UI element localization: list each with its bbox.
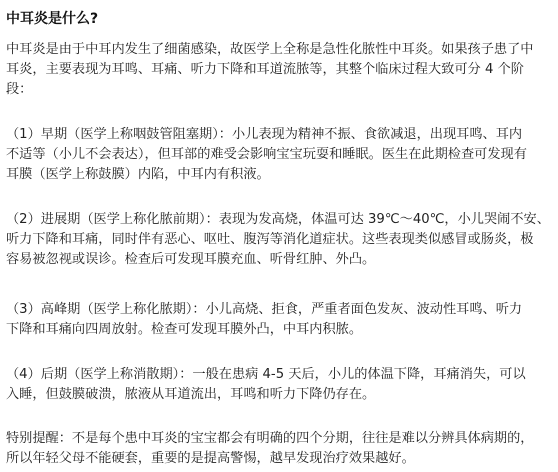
text-line: 中耳炎是由于中耳内发生了细菌感染，故医学上全称是急性化脓性中耳炎。如果孩子患了中 [6,42,534,57]
page-title: 中耳炎是什么? [6,11,99,27]
text-line: 入睡，但鼓膜破溃，脓液从耳道流出，耳鸣和听力下降仍存在。 [6,387,376,402]
paragraph-late-stage [6,365,554,405]
text-line: 耳膜（医学上称鼓膜）内陷，中耳内有积液。 [6,167,270,182]
text-line: 不适等（小儿不会表达），但耳部的难受会影响宝宝玩耍和睡眠。医生在此期检查可发现有 [6,147,527,162]
text-line: 耳炎，主要表现为耳鸣、耳痛、听力下降和耳道流脓等，其整个临床过程大致可分 4 个阶 [6,62,524,77]
text-line: 所以年轻父母不能硬套，重要的是提高警惕，越早发现治疗效果越好。 [6,451,415,466]
paragraph-early-stage [6,125,554,185]
text-line: 特别提醒：不是每个患中耳炎的宝宝都会有明确的四个分期，往往是难以分辨具体病期的， [6,431,534,446]
text-line: 段： [6,82,33,97]
text-line: （3）高峰期（医学上称化脓期）：小儿高烧、拒食，严重者面色发灰、波动性耳鸣、听力 [6,302,523,317]
text-line: （2）进展期（医学上称化脓前期）：表现为发高烧，体温可达 39℃～40℃，小儿哭闹不安、 [6,212,550,227]
paragraph-reminder [6,429,554,469]
text-line: （1）早期（医学上称咽鼓管阻塞期）：小儿表现为精神不振、食欲减退，出现耳鸣、耳内 [6,127,523,142]
paragraph-intro [6,40,554,100]
text-line: 下降和耳痛向四周放射。检查可发现耳膜外凸，中耳内积脓。 [6,322,363,337]
text-line: 听力下降和耳痛，同时伴有恶心、呕吐、腹泻等消化道症状。这些表现类似感冒或肠炎，极 [6,232,534,247]
paragraph-peak-stage [6,300,554,340]
paragraph-progress-stage [6,210,554,270]
text-line: 容易被忽视或误诊。检查后可发现耳膜充血、听骨红肿、外凸。 [6,252,376,267]
text-line: （4）后期（医学上称消散期）：一般在患病 4-5 天后，小儿的体温下降，耳痛消失，可以 [6,367,526,382]
